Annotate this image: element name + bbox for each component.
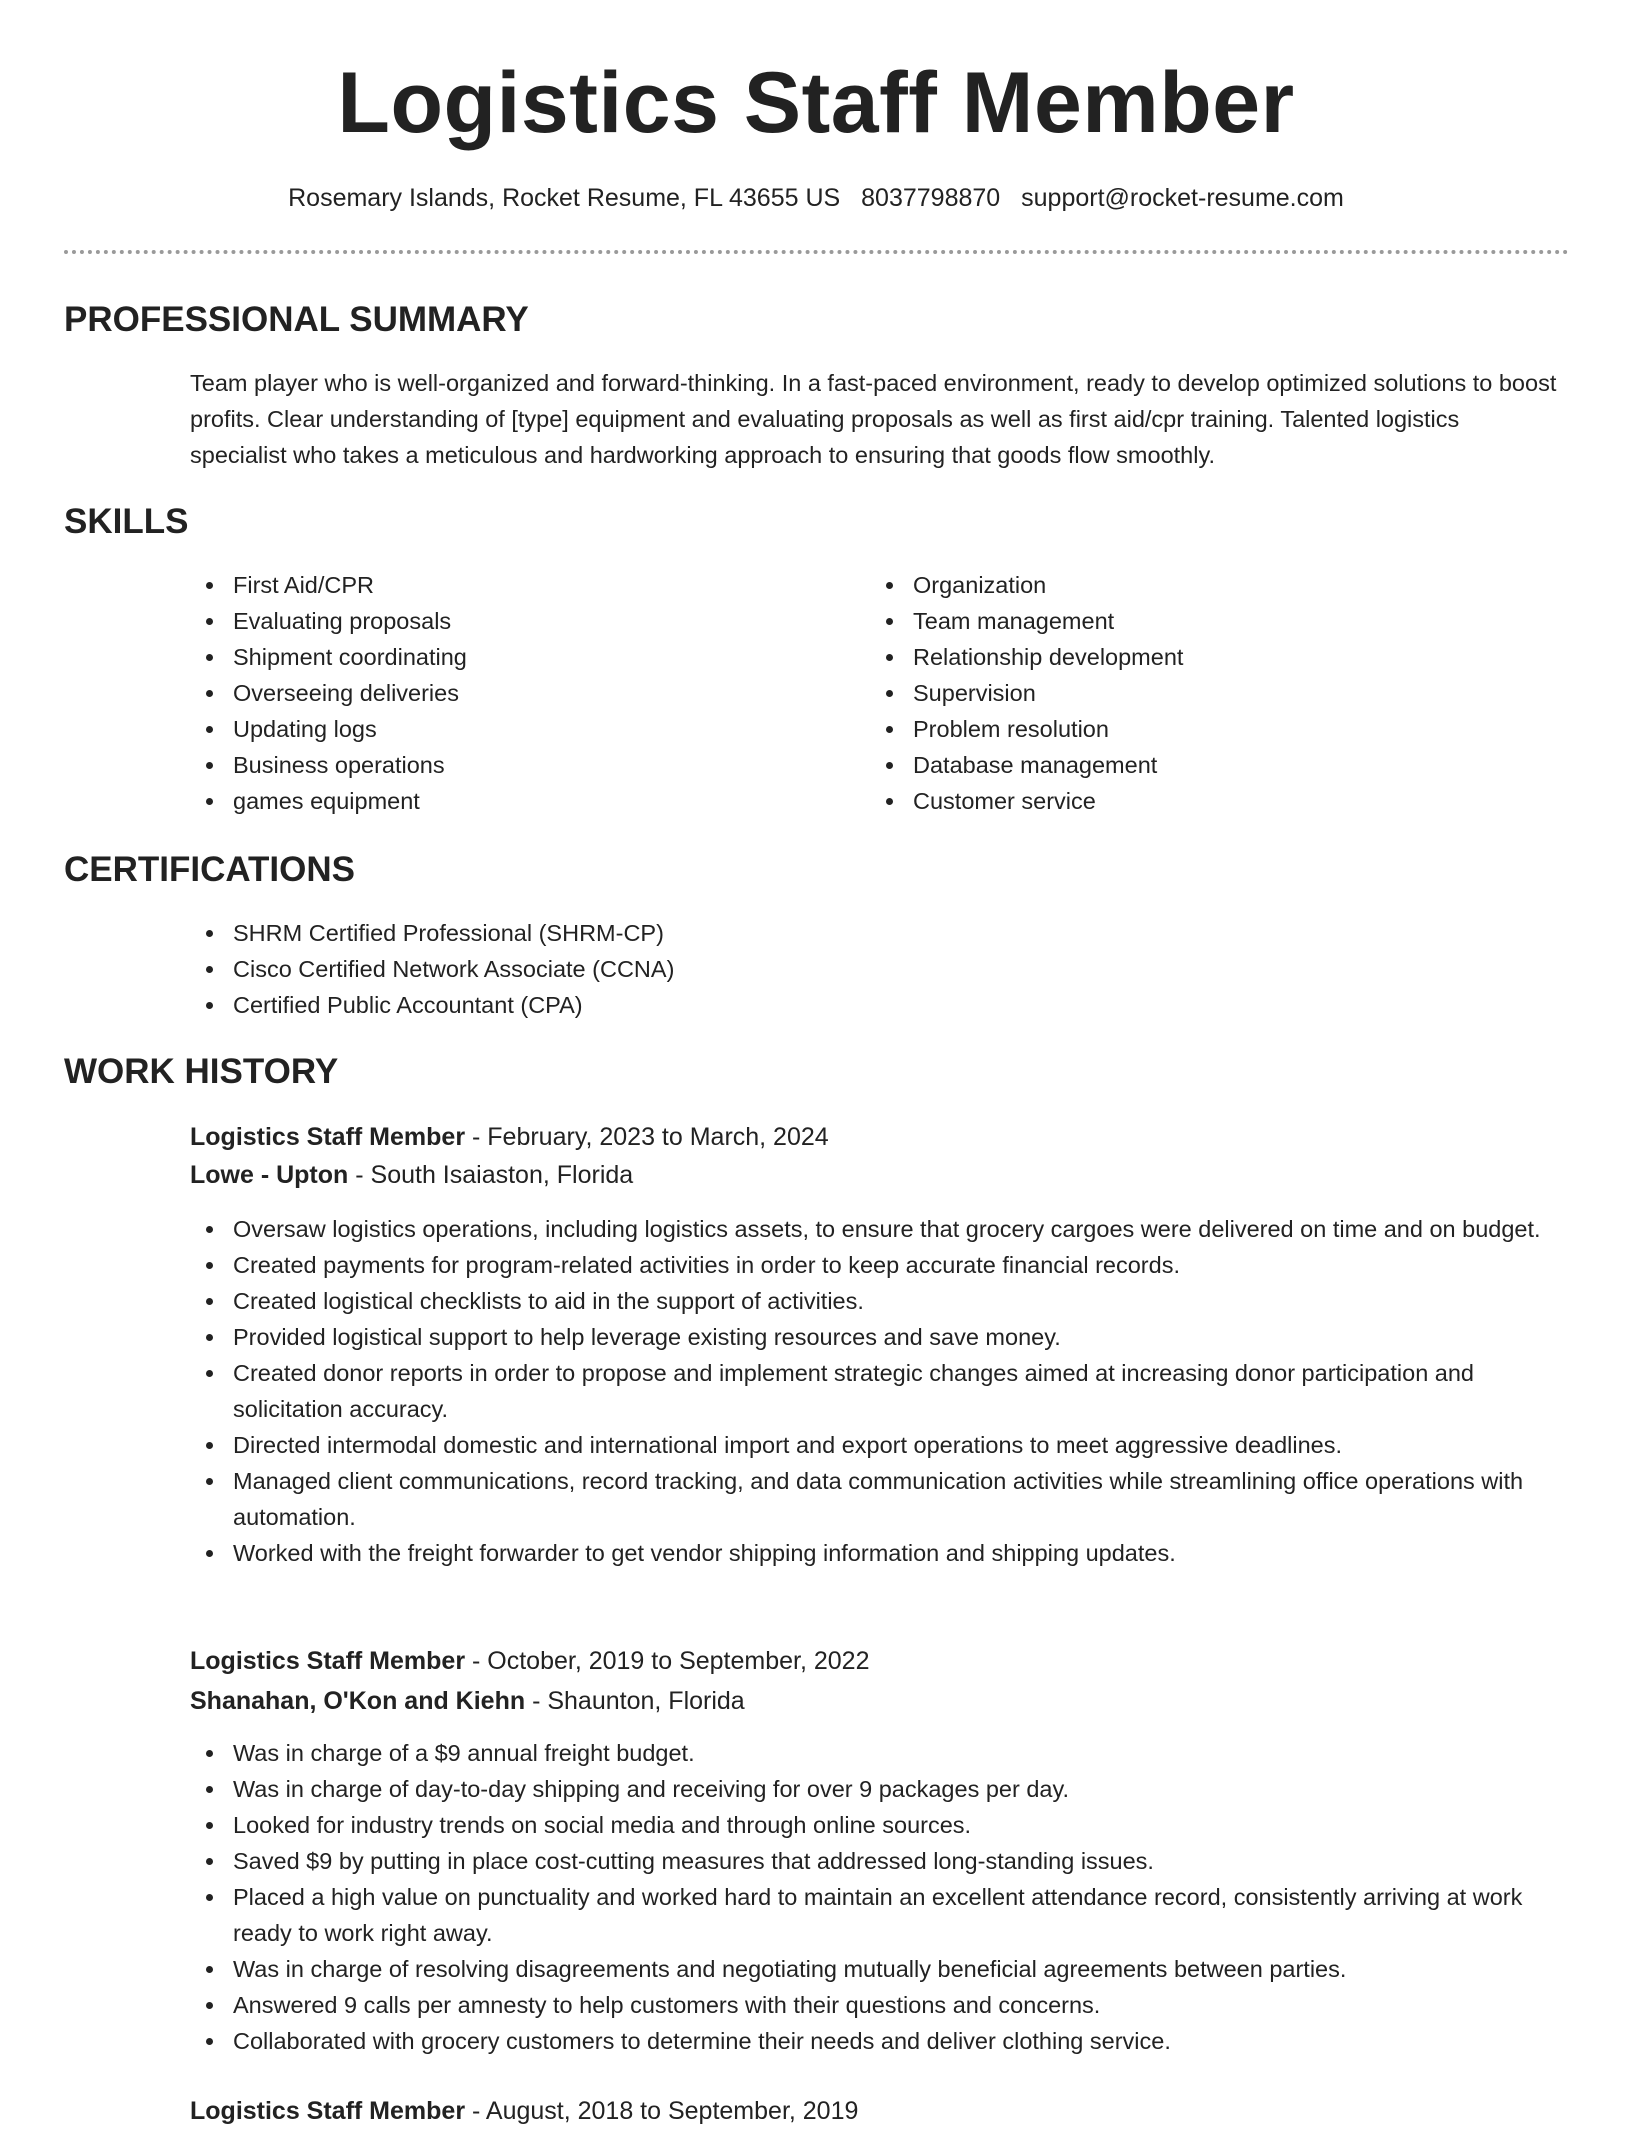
job-bullet: Collaborated with grocery customers to determine their needs and deliver clothing service. (190, 2023, 1570, 2059)
job-title-line (190, 1641, 870, 1681)
job-role: Logistics Staff Member (190, 1123, 466, 1151)
job-company-line (190, 1155, 633, 1195)
job-dates: - October, 2019 to September, 2022 (465, 1647, 870, 1675)
job-bullet: Managed client communications, record tracking, and data communication activities while streamlining office operations with automation. (190, 1463, 1570, 1535)
header-divider (64, 250, 1569, 254)
contact-email: support@rocket-resume.com (1021, 184, 1344, 212)
job-title-line (190, 2091, 858, 2131)
job-bullet: Looked for industry trends on social media and through online sources. (190, 1807, 1570, 1843)
skills-list-right (870, 567, 1520, 819)
contact-phone: 8037798870 (861, 184, 1001, 212)
job-role: Logistics Staff Member (190, 1647, 466, 1675)
job-bullet: Created donor reports in order to propose and implement strategic changes aimed at increasing donor participation and solicitation accuracy. (190, 1355, 1570, 1427)
job-bullet: Created logistical checklists to aid in the support of activities. (190, 1283, 1570, 1319)
skill-item: Supervision (870, 675, 1520, 711)
skill-item: Evaluating proposals (190, 603, 840, 639)
section-title-work-history: WORK HISTORY (64, 1052, 339, 1091)
job-bullet: Placed a high value on punctuality and worked hard to maintain an excellent attendance record, consistently arriving at work ready to work right away. (190, 1879, 1570, 1951)
job-bullets (190, 1211, 1570, 1571)
job-bullet: Provided logistical support to help leverage existing resources and save money. (190, 1319, 1570, 1355)
job-bullets (190, 1735, 1570, 2059)
job-bullet: Was in charge of resolving disagreements and negotiating mutually beneficial agreements between parties. (190, 1951, 1570, 1987)
job-bullet: Created payments for program-related activities in order to keep accurate financial records. (190, 1247, 1570, 1283)
skill-item: Team management (870, 603, 1520, 639)
skills-list-left (190, 567, 840, 819)
job-dates: - February, 2023 to March, 2024 (465, 1123, 829, 1151)
skill-item: Organization (870, 567, 1520, 603)
job-dates: - August, 2018 to September, 2019 (465, 2097, 859, 2125)
job-bullet: Oversaw logistics operations, including logistics assets, to ensure that grocery cargoes were delivered on time and on budget. (190, 1211, 1570, 1247)
job-bullet: Worked with the freight forwarder to get vendor shipping information and shipping updates. (190, 1535, 1570, 1571)
job-bullet: Was in charge of day-to-day shipping and receiving for over 9 packages per day. (190, 1771, 1570, 1807)
skill-item: Updating logs (190, 711, 840, 747)
job-title-line (190, 1117, 829, 1157)
skill-item: Overseeing deliveries (190, 675, 840, 711)
candidate-name: Logistics Staff Member (337, 55, 1295, 151)
certification-item: Cisco Certified Network Associate (CCNA) (190, 951, 1490, 987)
job-location: - Shaunton, Florida (525, 1687, 745, 1715)
skill-item: Customer service (870, 783, 1520, 819)
skill-item: Relationship development (870, 639, 1520, 675)
skill-item: games equipment (190, 783, 840, 819)
job-bullet: Saved $9 by putting in place cost-cutting measures that addressed long-standing issues. (190, 1843, 1570, 1879)
section-title-certifications: CERTIFICATIONS (64, 850, 356, 889)
certifications-list (190, 915, 1490, 1023)
certification-item: Certified Public Accountant (CPA) (190, 987, 1490, 1023)
contact-address: Rosemary Islands, Rocket Resume, FL 43655 US (288, 184, 841, 212)
skill-item: First Aid/CPR (190, 567, 840, 603)
skill-item: Problem resolution (870, 711, 1520, 747)
section-title-skills: SKILLS (64, 502, 189, 541)
section-title-summary: PROFESSIONAL SUMMARY (64, 300, 529, 339)
contact-line (0, 181, 1632, 215)
job-bullet: Was in charge of a $9 annual freight budget. (190, 1735, 1570, 1771)
skill-item: Business operations (190, 747, 840, 783)
job-location: - South Isaiaston, Florida (348, 1161, 634, 1189)
job-bullet: Answered 9 calls per amnesty to help customers with their questions and concerns. (190, 1987, 1570, 2023)
certification-item: SHRM Certified Professional (SHRM-CP) (190, 915, 1490, 951)
job-company: Shanahan, O'Kon and Kiehn (190, 1687, 526, 1715)
job-role: Logistics Staff Member (190, 2097, 466, 2125)
summary-text: Team player who is well-organized and forward-thinking. In a fast-paced environment, ready to develop optimized solutions to boost profits. Clear understanding of [type] equipment and evaluating proposals as well as first aid/cpr training. Talented logistics specialist who takes a meticulous and hardworking approach to ensuring that goods flow smoothly. (190, 370, 1557, 468)
job-bullet: Directed intermodal domestic and international import and export operations to meet aggressive deadlines. (190, 1427, 1570, 1463)
skill-item: Shipment coordinating (190, 639, 840, 675)
skill-item: Database management (870, 747, 1520, 783)
job-company: Lowe - Upton (190, 1161, 349, 1189)
job-company-line (190, 1681, 745, 1721)
